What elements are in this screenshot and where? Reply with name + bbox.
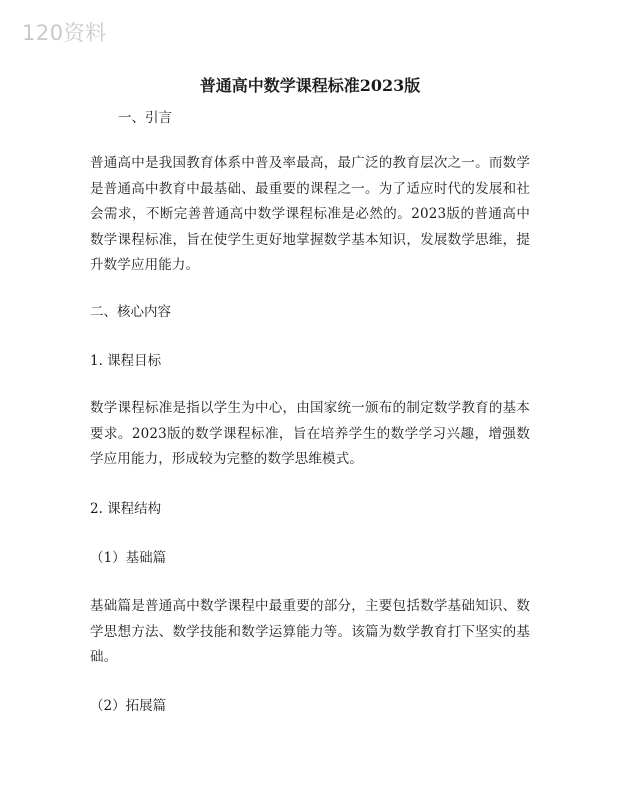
part-heading-basic: （1）基础篇: [90, 550, 167, 566]
part-heading-extension: （2）拓展篇: [90, 698, 167, 714]
watermark-logo: 120资料: [22, 21, 107, 45]
section-heading-core-content: 二、核心内容: [90, 304, 171, 320]
subsection-heading-course-goals: 1. 课程目标: [90, 353, 162, 369]
course-goals-paragraph: 数学课程标准是指以学生为中心，由国家统一颁布的制定数学教育的基本要求。2023版的数学课程标准，旨在培养学生的数学学习兴趣，增强数学应用能力，形成较为完整的数学思维模式。: [90, 400, 530, 467]
document-title: 普通高中数学课程标准2023版: [199, 76, 421, 95]
subsection-heading-course-structure: 2. 课程结构: [90, 501, 162, 517]
basic-part-paragraph: 基础篇是普通高中数学课程中最重要的部分，主要包括数学基础知识、数学思想方法、数学技能和数学运算能力等。该篇为数学教育打下坚实的基础。: [90, 598, 530, 665]
section-heading-introduction: 一、引言: [118, 110, 172, 126]
introduction-paragraph: 普通高中是我国教育体系中普及率最高，最广泛的教育层次之一。而数学是普通高中教育中最基础、最重要的课程之一。为了适应时代的发展和社会需求，不断完善普通高中数学课程标准是必然的。2023版的普通高中数学课程标准，旨在使学生更好地掌握数学基本知识，发展数学思维，提升数学应用能力。: [90, 155, 530, 273]
